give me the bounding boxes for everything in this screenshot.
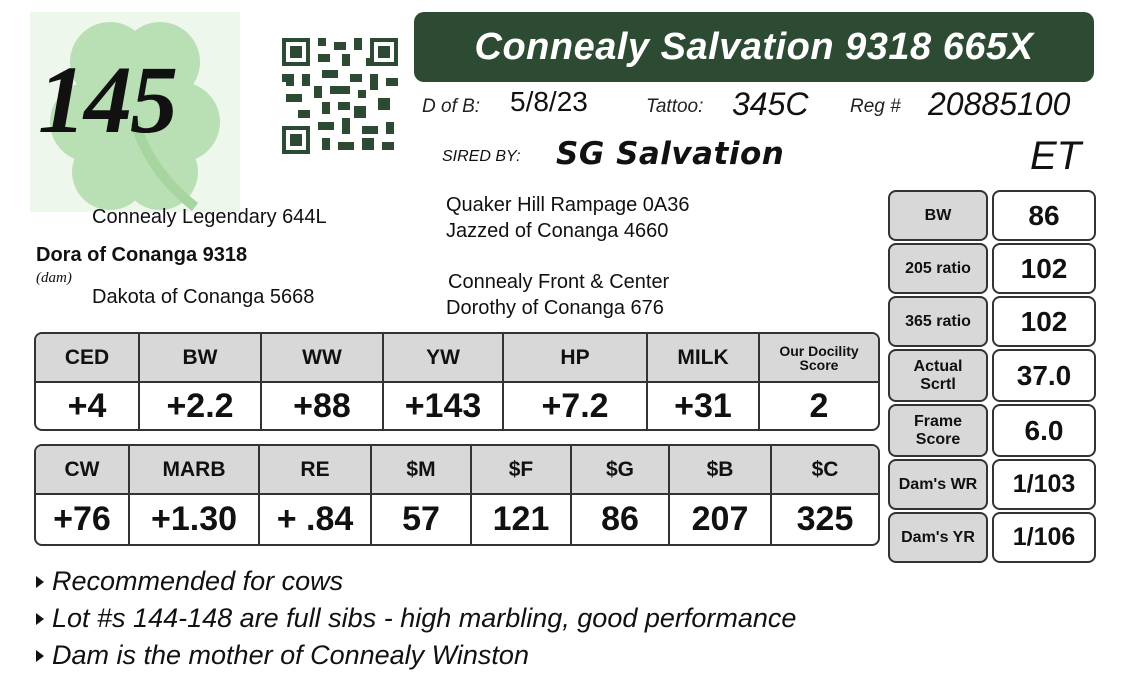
stat-value: 86 <box>992 190 1096 241</box>
birth-date-label: D of B: <box>422 96 481 117</box>
stat-row-actual-scrtl <box>888 349 1098 402</box>
pedigree-dam: Dora of Conanga 9318 <box>36 244 248 266</box>
value-bw: +2.2 <box>140 383 262 429</box>
header-dollar-b: $B <box>670 446 772 493</box>
epd-table-1 <box>34 332 880 431</box>
pedigree-dam-sire: Connealy Legendary 644L <box>92 206 327 228</box>
performance-stats-panel <box>888 190 1098 565</box>
header-yw: YW <box>384 334 504 381</box>
stat-value: 102 <box>992 296 1096 347</box>
stat-label: 205 ratio <box>888 243 988 294</box>
bullet-triangle-icon <box>36 613 44 625</box>
et-mark: ET <box>1030 134 1082 178</box>
sired-by-label: SIRED BY: <box>442 148 521 165</box>
birth-date-value: 5/8/23 <box>510 86 588 117</box>
pedigree-dam-line-2: Dorothy of Conanga 676 <box>446 297 664 319</box>
stat-label: 365 ratio <box>888 296 988 347</box>
stat-row-frame-score <box>888 404 1098 457</box>
stat-value: 37.0 <box>992 349 1096 402</box>
tattoo-label: Tattoo: <box>646 96 704 117</box>
header-docility-line1: Our Docility <box>779 342 859 359</box>
stat-value: 6.0 <box>992 404 1096 457</box>
header-ced: CED <box>36 334 140 381</box>
animal-name: Connealy Salvation 9318 665X <box>474 25 1034 68</box>
value-ced: +4 <box>36 383 140 429</box>
value-re: + .84 <box>260 495 372 544</box>
animal-name-banner <box>414 12 1094 82</box>
registration-label: Reg # <box>850 96 901 117</box>
stat-value: 1/106 <box>992 512 1096 563</box>
stat-row-bw <box>888 190 1098 241</box>
stat-label: Dam's YR <box>888 512 988 563</box>
stat-value: 1/103 <box>992 459 1096 510</box>
header-docility <box>760 334 878 381</box>
value-dollar-m: 57 <box>372 495 472 544</box>
bullet-triangle-icon <box>36 576 44 588</box>
sire-name: SG Salvation <box>556 136 785 172</box>
stat-value: 102 <box>992 243 1096 294</box>
stat-row-dams-wr <box>888 459 1098 510</box>
tattoo-value: 345C <box>732 86 809 122</box>
epd-table-2-values <box>36 495 878 544</box>
header-marb: MARB <box>130 446 260 493</box>
value-hp: +7.2 <box>504 383 648 429</box>
pedigree-sire-dam: Jazzed of Conanga 4660 <box>446 220 669 242</box>
stat-label: BW <box>888 190 988 241</box>
value-dollar-g: 86 <box>572 495 670 544</box>
value-ww: +88 <box>262 383 384 429</box>
note-item <box>36 603 796 634</box>
value-dollar-c: 325 <box>796 500 854 538</box>
value-yw: +143 <box>384 383 504 429</box>
note-item <box>36 566 343 597</box>
value-dollar-b: 207 <box>670 495 772 544</box>
header-dollar-g: $G <box>572 446 670 493</box>
pedigree-dam-line-1: Connealy Front & Center <box>448 271 670 293</box>
epd-table-2 <box>34 444 880 546</box>
dam-label: (dam) <box>36 270 72 286</box>
value-dollar-f: 121 <box>472 495 572 544</box>
header-docility-line2: Score <box>799 356 839 373</box>
header-hp: HP <box>504 334 648 381</box>
value-cw: +76 <box>36 495 130 544</box>
value-milk: +31 <box>648 383 760 429</box>
registration-value: 20885100 <box>928 86 1071 122</box>
header-dollar-m: $M <box>372 446 472 493</box>
note-item <box>36 640 529 671</box>
qr-code-icon[interactable] <box>282 38 398 154</box>
pedigree-sire-sire: Quaker Hill Rampage 0A36 <box>446 194 690 216</box>
stat-row-365-ratio <box>888 296 1098 347</box>
header-cw: CW <box>36 446 130 493</box>
value-marb: +1.30 <box>130 495 260 544</box>
header-dollar-f: $F <box>472 446 572 493</box>
header-bw: BW <box>140 334 262 381</box>
epd-table-2-header <box>36 446 878 495</box>
note-text: Lot #s 144-148 are full sibs - high marbling, good performance <box>52 603 797 633</box>
stat-row-dams-yr <box>888 512 1098 563</box>
epd-table-1-values <box>36 383 878 429</box>
header-milk: MILK <box>648 334 760 381</box>
header-ww: WW <box>262 334 384 381</box>
note-text: Dam is the mother of Connealy Winston <box>52 640 529 670</box>
value-docility: 2 <box>809 386 829 425</box>
stat-label: Actual Scrtl <box>888 349 988 402</box>
lot-number: 145 <box>38 46 176 153</box>
stat-label: Dam's WR <box>888 459 988 510</box>
note-text: Recommended for cows <box>52 566 344 596</box>
header-dollar-c: $C <box>811 457 839 481</box>
stat-label: Frame Score <box>888 404 988 457</box>
pedigree-dam-dam: Dakota of Conanga 5668 <box>92 286 315 308</box>
header-re: RE <box>260 446 372 493</box>
bullet-triangle-icon <box>36 650 44 662</box>
stat-row-205-ratio <box>888 243 1098 294</box>
epd-table-1-header <box>36 334 878 383</box>
